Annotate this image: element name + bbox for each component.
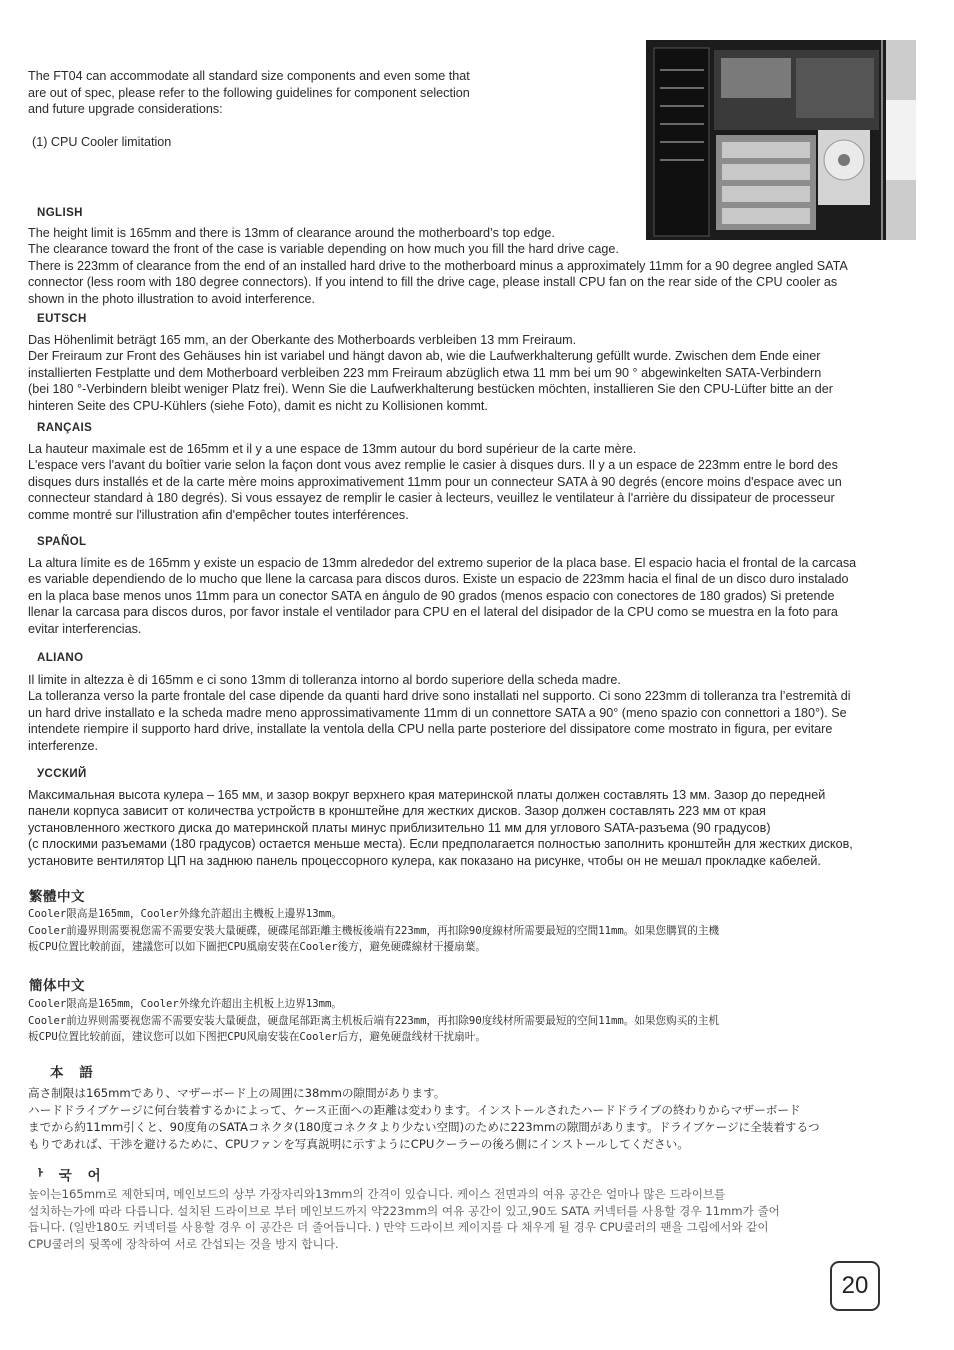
text-line: installierten Festplatte und dem Motherboard verbleiben 223 mm Freiraum abzüglich etwa 11 mm bei um 90 ° abgewinkelten SATA-Verbindern [28,365,822,380]
korean-heading: ᅡ 국 어 [30,1168,107,1183]
simp-chinese-body [28,996,908,1046]
text-line: La tolleranza verso la parte frontale del case dipende da quanti hard drive sono installati nel supporto. Ci sono 223mm di tolleranza tra l’estremità di [28,689,851,704]
case-interior-photo [646,40,916,240]
text-line: установите вентилятор ЦП на заднюю панель процессорного кулера, как показано на рисунке, чтобы он не мешал прокладке кабелей. [28,853,821,868]
deutsch-body [28,332,928,414]
japanese-heading: 本 語 [50,1065,99,1080]
text-line: ハードドライブケージに何台装着するかによって、ケース正面への距離は変わります。インストールされたハードドライブの終わりからマザーボード [28,1103,801,1117]
text-line: 板CPU位置比较前面，建议您可以如下图把CPU风扇安装在Cooler后方，避免硬盘线材干扰扇叶。 [28,1031,486,1043]
text-line: Der Freiraum zur Front des Gehäuses hin ist variabel und hängt davon ab, wie die Laufwerkhalterung gefüllt wurde. Zwischen dem Ende einer [28,349,821,364]
text-line: Cooler限高是165mm，Cooler外缘允许超出主机板上边界13mm。 [28,998,343,1010]
espanol-body [28,555,928,637]
text-line: панели корпуса зависит от количества устройств в кронштейне для жестких дисков. Зазор должен составлять 223 мм от края [28,804,766,819]
page-number: 20 [830,1261,880,1311]
text-line: 高さ制限は165mmであり、マザーボード上の周囲に38mmの隙間があります。 [28,1086,446,1100]
italiano-heading: ALIANO [37,652,84,664]
text-line: もりであれば、干渉を避けるために、CPUファンを写真説明に示すようにCPUクーラーの後ろ側にインストールしてください。 [28,1137,689,1151]
text-line: (bei 180 °-Verbindern bleibt weniger Platz frei). Wenn Sie die Laufwerkhalterung bestücken möchten, installieren Sie den CPU-Lüfter bitte an der [28,382,833,397]
text-line: La altura límite es de 165mm y existe un espacio de 13mm alrededor del extremo superior de la placa base. El espacio hacia el frontal de la carcasa [28,556,857,570]
russian-body [28,787,928,869]
text-line: The height limit is 165mm and there is 13mm of clearance around the motherboard’s top edge. [28,226,555,240]
text-line: Cooler前边界则需要视您需不需要安装大量硬盘，硬盘尾部距离主机板后端有223mm，再扣除90度线材所需要最短的空间11mm。如果您购买的主机 [28,1014,720,1027]
text-line: までから約11mm引くと、90度角のSATAコネクタ(180度コネクタより少ない空間)のために223mmの隙間があります。ドライブケージに全装着するつ [28,1120,820,1134]
text-line: interferenze. [28,738,99,753]
text-line: es variable dependiendo de lo mucho que llene la carcasa para discos duros. Existe un espacio de 223mm hacia el final de un disco duro instalado [28,572,849,587]
text-line: установленного жесткого диска до материнской платы минус приблизительно 11 мм для углового SATA-разъема (90 градусов) [28,820,771,835]
text-line: comme montré sur l'illustration afin d'empêcher toutes interférences. [28,507,409,522]
english-heading: NGLISH [37,207,83,219]
korean-body [28,1186,938,1252]
text-line: intendete riempire il supporto hard drive, installate la ventola della CPU nella parte posteriore del dissipatore come mostrato in figura, per evitare [28,722,833,737]
simp-chinese-heading: 簡体中文 [29,978,85,993]
francais-body [28,441,928,523]
japanese-body [28,1085,943,1153]
intro-line: and future upgrade considerations: [28,102,223,116]
text-line: 높이는165mm로 제한되며, 메인보드의 상부 가장자리와13mm의 간격이 있습니다. 케이스 전면과의 여유 공간은 얼마나 많은 드라이브를 [28,1187,726,1201]
text-line: La hauteur maximale est de 165mm et il y a une espace de 13mm autour du bord supérieur de la carte mère. [28,442,637,456]
text-line: There is 223mm of clearance from the end of an installed hard drive to the motherboard minus a approximately 11mm for a 90 degree angled SATA [28,258,848,273]
text-line: en la placa base menos unos 11mm para un conector SATA en ángulo de 90 grados (menos espacio con conectores de 180 grados) Si pretende [28,588,835,603]
text-line: hinteren Seite des CPU-Kühlers (siehe Foto), damit es nicht zu Kollisionen kommt. [28,398,488,413]
cpu-cooler-note: (1) CPU Cooler limitation [32,135,172,149]
text-line: Максимальная высота кулера – 165 мм, и зазор вокруг верхнего края материнской платы должен составлять 13 мм. Зазор до передней [28,788,826,802]
text-line: Il limite in altezza è di 165mm e ci sono 13mm di tolleranza intorno al bordo superiore della scheda madre. [28,673,621,687]
text-line: CPU쿨러의 뒷쪽에 장착하여 서로 간섭되는 것을 방지 합니다. [28,1236,339,1251]
francais-heading: RANÇAIS [37,422,93,434]
text-line: shown in the photo illustration to avoid interference. [28,291,316,306]
english-body [28,225,928,307]
italiano-body [28,672,928,754]
text-line: llenar la carcasa para discos duros, por favor instale el ventilador para CPU en el lateral del disipador de la CPU como se muestra en la foto para [28,605,838,620]
text-line: Cooler前邊界則需要視您需不需要安裝大量硬碟，硬碟尾部距離主機板後端有223mm，再扣除90度線材所需要最短的空間11mm。如果您購買的主機 [28,924,720,937]
text-line: 板CPU位置比較前面，建議您可以如下圖把CPU風扇安裝在Cooler後方，避免硬碟線材干擾扇葉。 [28,941,486,953]
text-line: Cooler限高是165mm，Cooler外緣允許超出主機板上邊界13mm。 [28,908,343,920]
trad-chinese-heading: 繁體中文 [29,889,85,904]
russian-heading: УССКИЙ [37,768,87,780]
deutsch-heading: EUTSCH [37,313,87,325]
text-line: connector (less room with 180 degree connectors). If you intend to fill the drive cage, please install CPU fan on the rear side of the CPU cooler as [28,275,838,290]
text-line: un hard drive installato e la scheda madre meno approssimativamente 11mm di un connettore SATA a 90° (meno spazio con connettori a 180°). Se [28,705,847,720]
trad-chinese-body [28,906,908,956]
text-line: L'espace vers l'avant du boîtier varie selon la façon dont vous avez remplie le casier à disques durs. Il y a un espace de 223mm entre le bord des [28,458,838,473]
text-line: disques durs installés et de la carte mère moins approximativement 11mm pour un connecteur SATA à 90 degrés (encore moins d'espace avec un [28,474,842,489]
intro-line: The FT04 can accommodate all standard size components and even some that [28,69,470,83]
text-line: (с плоскими разъемами (180 градусов) остается меньше места). Если предполагается полностью заполнить кронштейн для жестких дисков, [28,837,853,852]
text-line: The clearance toward the front of the case is variable depending on how much you fill the hard drive cage. [28,242,619,257]
text-line: connecteur standard à 180 degrés). Si vous essayez de remplir le casier à lecteurs, veuillez le ventilateur à l'arrière du dissipateur de processeur [28,491,835,506]
text-line: evitar interferencias. [28,621,142,636]
espanol-heading: SPAÑOL [37,536,87,548]
intro-line: are out of spec, please refer to the following guidelines for component selection [28,85,470,100]
text-line: 설치하는가에 따라 다릅니다. 설치된 드라이브로 부터 메인보드까지 약223mm의 여유 공간이 있고,90도 SATA 커넥터를 사용할 경우 11mm가 줄어 [28,1203,780,1218]
text-line: Das Höhenlimit beträgt 165 mm, an der Oberkante des Motherboards verbleiben 13 mm Freiraum. [28,333,577,347]
text-line: 듭니다. (일반180도 커넥터를 사용할 경우 이 공간은 더 줄어듭니다. ) 만약 드라이브 케이지를 다 채우게 될 경우 CPU쿨러의 팬을 그림에서와 같이 [28,1220,769,1234]
intro-paragraph [28,68,518,118]
